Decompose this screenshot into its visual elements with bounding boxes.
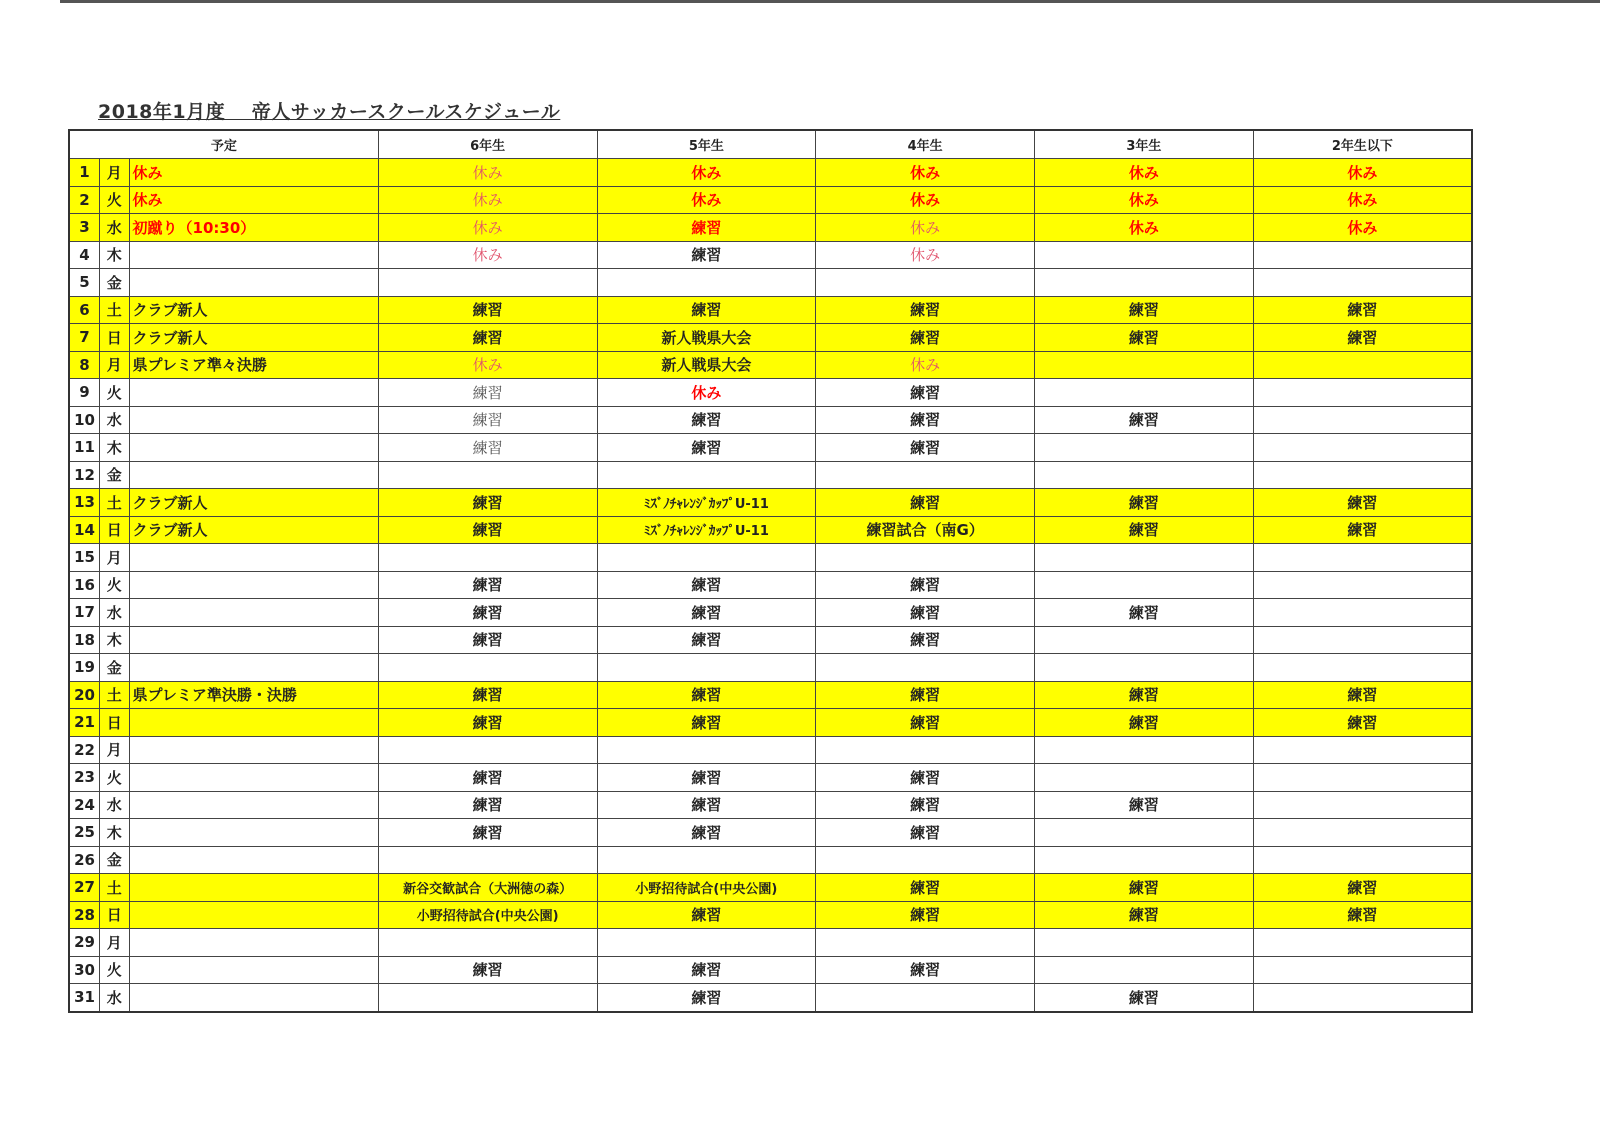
grade4-cell: 練習 <box>816 434 1035 462</box>
weekday-cell: 木 <box>100 434 130 462</box>
grade4-cell: 練習 <box>816 571 1035 599</box>
table-row <box>69 764 1472 792</box>
weekday-cell: 日 <box>100 709 130 737</box>
grade6-cell: 休み <box>378 214 597 242</box>
schedule-cell: 県プレミア準々決勝 <box>129 351 378 379</box>
schedule-cell: クラブ新人 <box>129 489 378 517</box>
grade4-cell: 練習 <box>816 791 1035 819</box>
grade6-cell: 練習 <box>378 709 597 737</box>
header-grade4: 4年生 <box>816 130 1035 159</box>
grade6-cell: 練習 <box>378 791 597 819</box>
grade3-cell: 練習 <box>1034 489 1253 517</box>
table-row <box>69 984 1472 1012</box>
date-cell: 19 <box>69 654 100 682</box>
grade6-cell <box>378 269 597 297</box>
table-row <box>69 599 1472 627</box>
grade3-cell <box>1034 819 1253 847</box>
grade6-cell <box>378 544 597 572</box>
grade3-cell: 練習 <box>1034 709 1253 737</box>
date-cell: 22 <box>69 736 100 764</box>
grade3-cell <box>1034 626 1253 654</box>
weekday-cell: 火 <box>100 186 130 214</box>
grade2-below-cell: 練習 <box>1253 296 1472 324</box>
grade3-cell: 練習 <box>1034 599 1253 627</box>
grade6-cell: 練習 <box>378 571 597 599</box>
header-grade5: 5年生 <box>597 130 816 159</box>
grade2-below-cell <box>1253 241 1472 269</box>
schedule-cell <box>129 241 378 269</box>
grade3-cell: 練習 <box>1034 296 1253 324</box>
header-schedule: 予定 <box>69 130 378 159</box>
grade5-cell: 新人戦県大会 <box>597 351 816 379</box>
grade2-below-cell <box>1253 791 1472 819</box>
grade5-cell <box>597 544 816 572</box>
schedule-cell: クラブ新人 <box>129 324 378 352</box>
weekday-cell: 火 <box>100 956 130 984</box>
grade4-cell: 練習 <box>816 626 1035 654</box>
date-cell: 31 <box>69 984 100 1012</box>
date-cell: 3 <box>69 214 100 242</box>
grade4-cell: 練習 <box>816 819 1035 847</box>
grade2-below-cell: 練習 <box>1253 516 1472 544</box>
weekday-cell: 火 <box>100 379 130 407</box>
grade6-cell <box>378 736 597 764</box>
weekday-cell: 日 <box>100 516 130 544</box>
schedule-cell <box>129 846 378 874</box>
grade2-below-cell <box>1253 626 1472 654</box>
grade6-cell: 練習 <box>378 764 597 792</box>
grade3-cell: 練習 <box>1034 324 1253 352</box>
schedule-cell <box>129 379 378 407</box>
table-row <box>69 186 1472 214</box>
schedule-cell <box>129 461 378 489</box>
table-row <box>69 351 1472 379</box>
table-row <box>69 681 1472 709</box>
grade3-cell <box>1034 351 1253 379</box>
date-cell: 15 <box>69 544 100 572</box>
date-cell: 16 <box>69 571 100 599</box>
grade5-cell: 練習 <box>597 406 816 434</box>
table-row <box>69 461 1472 489</box>
schedule-cell <box>129 736 378 764</box>
grade4-cell: 練習 <box>816 324 1035 352</box>
grade2-below-cell <box>1253 846 1472 874</box>
weekday-cell: 火 <box>100 764 130 792</box>
grade3-cell <box>1034 846 1253 874</box>
schedule-cell <box>129 901 378 929</box>
grade5-cell: 練習 <box>597 214 816 242</box>
weekday-cell: 水 <box>100 984 130 1012</box>
table-row <box>69 791 1472 819</box>
grade5-cell: 休み <box>597 159 816 187</box>
schedule-cell <box>129 626 378 654</box>
grade5-cell: 練習 <box>597 901 816 929</box>
grade4-cell: 練習試合（南G） <box>816 516 1035 544</box>
date-cell: 20 <box>69 681 100 709</box>
weekday-cell: 土 <box>100 296 130 324</box>
date-cell: 27 <box>69 874 100 902</box>
page-edge-line <box>60 0 1600 3</box>
grade2-below-cell: 休み <box>1253 186 1472 214</box>
grade4-cell: 練習 <box>816 709 1035 737</box>
grade4-cell: 練習 <box>816 599 1035 627</box>
weekday-cell: 金 <box>100 461 130 489</box>
grade4-cell: 練習 <box>816 764 1035 792</box>
grade3-cell: 休み <box>1034 214 1253 242</box>
date-cell: 10 <box>69 406 100 434</box>
grade6-cell: 練習 <box>378 296 597 324</box>
weekday-cell: 月 <box>100 929 130 957</box>
date-cell: 8 <box>69 351 100 379</box>
schedule-cell <box>129 709 378 737</box>
table-row <box>69 324 1472 352</box>
schedule-cell: 休み <box>129 159 378 187</box>
table-row <box>69 379 1472 407</box>
date-cell: 7 <box>69 324 100 352</box>
table-row <box>69 956 1472 984</box>
grade3-cell <box>1034 269 1253 297</box>
grade2-below-cell <box>1253 984 1472 1012</box>
schedule-cell <box>129 544 378 572</box>
grade5-cell: 練習 <box>597 571 816 599</box>
date-cell: 25 <box>69 819 100 847</box>
schedule-body <box>69 159 1472 1012</box>
grade2-below-cell <box>1253 434 1472 462</box>
schedule-cell <box>129 599 378 627</box>
grade3-cell: 練習 <box>1034 516 1253 544</box>
table-row <box>69 516 1472 544</box>
schedule-cell <box>129 929 378 957</box>
schedule-cell: 初蹴り（10:30） <box>129 214 378 242</box>
grade5-cell: 練習 <box>597 626 816 654</box>
weekday-cell: 月 <box>100 351 130 379</box>
table-row <box>69 571 1472 599</box>
grade3-cell <box>1034 764 1253 792</box>
grade5-cell <box>597 929 816 957</box>
grade5-cell: 練習 <box>597 764 816 792</box>
grade4-cell: 練習 <box>816 681 1035 709</box>
grade6-cell: 休み <box>378 186 597 214</box>
table-row <box>69 489 1472 517</box>
weekday-cell: 土 <box>100 874 130 902</box>
date-cell: 5 <box>69 269 100 297</box>
grade2-below-cell: 練習 <box>1253 681 1472 709</box>
schedule-table <box>68 129 1473 1013</box>
date-cell: 23 <box>69 764 100 792</box>
date-cell: 9 <box>69 379 100 407</box>
grade2-below-cell: 練習 <box>1253 709 1472 737</box>
grade6-cell: 練習 <box>378 956 597 984</box>
table-row <box>69 159 1472 187</box>
grade5-cell <box>597 846 816 874</box>
schedule-cell <box>129 406 378 434</box>
weekday-cell: 水 <box>100 406 130 434</box>
grade2-below-cell: 練習 <box>1253 324 1472 352</box>
header-grade2-below: 2年生以下 <box>1253 130 1472 159</box>
date-cell: 13 <box>69 489 100 517</box>
table-row <box>69 901 1472 929</box>
grade3-cell <box>1034 929 1253 957</box>
date-cell: 4 <box>69 241 100 269</box>
grade5-cell: 練習 <box>597 956 816 984</box>
grade5-cell <box>597 736 816 764</box>
grade4-cell: 休み <box>816 159 1035 187</box>
weekday-cell: 火 <box>100 571 130 599</box>
grade6-cell: 練習 <box>378 379 597 407</box>
grade4-cell: 休み <box>816 214 1035 242</box>
grade6-cell: 練習 <box>378 516 597 544</box>
grade6-cell: 練習 <box>378 599 597 627</box>
grade4-cell <box>816 929 1035 957</box>
grade5-cell: 練習 <box>597 709 816 737</box>
table-row <box>69 626 1472 654</box>
schedule-cell: クラブ新人 <box>129 516 378 544</box>
schedule-cell: 休み <box>129 186 378 214</box>
grade5-cell <box>597 461 816 489</box>
grade4-cell <box>816 544 1035 572</box>
weekday-cell: 土 <box>100 681 130 709</box>
grade3-cell <box>1034 544 1253 572</box>
grade3-cell <box>1034 571 1253 599</box>
grade2-below-cell: 練習 <box>1253 901 1472 929</box>
date-cell: 30 <box>69 956 100 984</box>
grade2-below-cell <box>1253 351 1472 379</box>
table-row <box>69 846 1472 874</box>
weekday-cell: 水 <box>100 599 130 627</box>
grade2-below-cell <box>1253 819 1472 847</box>
grade3-cell: 練習 <box>1034 874 1253 902</box>
grade2-below-cell <box>1253 599 1472 627</box>
grade5-cell: 練習 <box>597 241 816 269</box>
grade5-cell: 練習 <box>597 819 816 847</box>
grade5-cell: ﾐｽﾞﾉﾁｬﾚﾝｼﾞｶｯﾌﾟU-11 <box>597 489 816 517</box>
table-row <box>69 241 1472 269</box>
grade3-cell: 練習 <box>1034 681 1253 709</box>
table-row <box>69 544 1472 572</box>
schedule-cell <box>129 571 378 599</box>
weekday-cell: 金 <box>100 846 130 874</box>
grade4-cell <box>816 269 1035 297</box>
grade6-cell: 練習 <box>378 626 597 654</box>
grade2-below-cell <box>1253 544 1472 572</box>
schedule-cell <box>129 984 378 1012</box>
grade4-cell: 練習 <box>816 406 1035 434</box>
date-cell: 29 <box>69 929 100 957</box>
schedule-cell <box>129 654 378 682</box>
grade3-cell: 休み <box>1034 159 1253 187</box>
grade4-cell <box>816 736 1035 764</box>
schedule-cell: 県プレミア準決勝・決勝 <box>129 681 378 709</box>
schedule-cell <box>129 764 378 792</box>
grade4-cell: 練習 <box>816 874 1035 902</box>
date-cell: 1 <box>69 159 100 187</box>
grade2-below-cell <box>1253 929 1472 957</box>
grade5-cell: 休み <box>597 186 816 214</box>
grade5-cell <box>597 654 816 682</box>
weekday-cell: 水 <box>100 214 130 242</box>
header-grade6: 6年生 <box>378 130 597 159</box>
schedule-cell <box>129 819 378 847</box>
schedule-cell <box>129 791 378 819</box>
grade5-cell: 新人戦県大会 <box>597 324 816 352</box>
weekday-cell: 土 <box>100 489 130 517</box>
grade4-cell: 休み <box>816 241 1035 269</box>
grade3-cell <box>1034 654 1253 682</box>
table-row <box>69 929 1472 957</box>
date-cell: 6 <box>69 296 100 324</box>
table-row <box>69 269 1472 297</box>
schedule-cell <box>129 269 378 297</box>
grade2-below-cell: 休み <box>1253 159 1472 187</box>
grade2-below-cell <box>1253 764 1472 792</box>
table-row <box>69 434 1472 462</box>
date-cell: 12 <box>69 461 100 489</box>
grade5-cell: ﾐｽﾞﾉﾁｬﾚﾝｼﾞｶｯﾌﾟU-11 <box>597 516 816 544</box>
grade5-cell <box>597 269 816 297</box>
grade4-cell: 練習 <box>816 956 1035 984</box>
weekday-cell: 日 <box>100 901 130 929</box>
grade4-cell: 練習 <box>816 901 1035 929</box>
weekday-cell: 木 <box>100 819 130 847</box>
grade2-below-cell: 練習 <box>1253 874 1472 902</box>
weekday-cell: 日 <box>100 324 130 352</box>
grade3-cell: 休み <box>1034 186 1253 214</box>
grade2-below-cell <box>1253 379 1472 407</box>
grade6-cell <box>378 846 597 874</box>
schedule-cell <box>129 874 378 902</box>
header-row <box>69 130 1472 159</box>
grade3-cell <box>1034 736 1253 764</box>
table-row <box>69 736 1472 764</box>
weekday-cell: 木 <box>100 626 130 654</box>
grade5-cell: 休み <box>597 379 816 407</box>
grade3-cell <box>1034 379 1253 407</box>
grade4-cell: 休み <box>816 186 1035 214</box>
grade5-cell: 練習 <box>597 434 816 462</box>
weekday-cell: 金 <box>100 654 130 682</box>
table-row <box>69 654 1472 682</box>
grade6-cell: 休み <box>378 351 597 379</box>
table-row <box>69 709 1472 737</box>
grade3-cell <box>1034 241 1253 269</box>
grade4-cell <box>816 654 1035 682</box>
grade3-cell <box>1034 956 1253 984</box>
weekday-cell: 月 <box>100 159 130 187</box>
grade3-cell: 練習 <box>1034 406 1253 434</box>
grade3-cell <box>1034 434 1253 462</box>
grade4-cell <box>816 984 1035 1012</box>
date-cell: 14 <box>69 516 100 544</box>
date-cell: 2 <box>69 186 100 214</box>
grade6-cell: 練習 <box>378 324 597 352</box>
table-row <box>69 214 1472 242</box>
grade5-cell: 練習 <box>597 296 816 324</box>
table-row <box>69 296 1472 324</box>
date-cell: 11 <box>69 434 100 462</box>
weekday-cell: 木 <box>100 241 130 269</box>
date-cell: 18 <box>69 626 100 654</box>
grade2-below-cell <box>1253 571 1472 599</box>
date-cell: 28 <box>69 901 100 929</box>
table-row <box>69 874 1472 902</box>
schedule-cell <box>129 434 378 462</box>
grade3-cell <box>1034 461 1253 489</box>
grade5-cell: 練習 <box>597 791 816 819</box>
grade2-below-cell <box>1253 461 1472 489</box>
grade2-below-cell <box>1253 269 1472 297</box>
grade5-cell: 練習 <box>597 599 816 627</box>
weekday-cell: 水 <box>100 791 130 819</box>
header-grade3: 3年生 <box>1034 130 1253 159</box>
grade4-cell: 練習 <box>816 296 1035 324</box>
grade6-cell: 練習 <box>378 819 597 847</box>
grade6-cell: 練習 <box>378 489 597 517</box>
grade2-below-cell <box>1253 736 1472 764</box>
date-cell: 21 <box>69 709 100 737</box>
grade6-cell: 休み <box>378 159 597 187</box>
date-cell: 24 <box>69 791 100 819</box>
grade2-below-cell <box>1253 956 1472 984</box>
grade6-cell: 小野招待試合(中央公園) <box>378 901 597 929</box>
schedule-cell <box>129 956 378 984</box>
grade6-cell <box>378 929 597 957</box>
grade5-cell: 練習 <box>597 681 816 709</box>
grade2-below-cell <box>1253 654 1472 682</box>
page-title: 2018年1月度 帝人サッカースクールスケジュール <box>98 101 561 123</box>
grade6-cell: 練習 <box>378 434 597 462</box>
grade6-cell: 練習 <box>378 681 597 709</box>
grade5-cell: 小野招待試合(中央公園) <box>597 874 816 902</box>
grade6-cell: 新谷交歓試合（大洲徳の森） <box>378 874 597 902</box>
table-row <box>69 819 1472 847</box>
grade6-cell <box>378 984 597 1012</box>
table-row <box>69 406 1472 434</box>
grade4-cell <box>816 461 1035 489</box>
grade3-cell: 練習 <box>1034 791 1253 819</box>
grade4-cell: 休み <box>816 351 1035 379</box>
grade4-cell <box>816 846 1035 874</box>
weekday-cell: 月 <box>100 736 130 764</box>
date-cell: 26 <box>69 846 100 874</box>
grade2-below-cell: 練習 <box>1253 489 1472 517</box>
grade6-cell: 休み <box>378 241 597 269</box>
grade5-cell: 練習 <box>597 984 816 1012</box>
schedule-cell: クラブ新人 <box>129 296 378 324</box>
weekday-cell: 金 <box>100 269 130 297</box>
grade4-cell: 練習 <box>816 379 1035 407</box>
date-cell: 17 <box>69 599 100 627</box>
grade6-cell: 練習 <box>378 406 597 434</box>
grade3-cell: 練習 <box>1034 901 1253 929</box>
grade2-below-cell: 休み <box>1253 214 1472 242</box>
grade6-cell <box>378 654 597 682</box>
weekday-cell: 月 <box>100 544 130 572</box>
grade3-cell: 練習 <box>1034 984 1253 1012</box>
grade4-cell: 練習 <box>816 489 1035 517</box>
grade2-below-cell <box>1253 406 1472 434</box>
grade6-cell <box>378 461 597 489</box>
